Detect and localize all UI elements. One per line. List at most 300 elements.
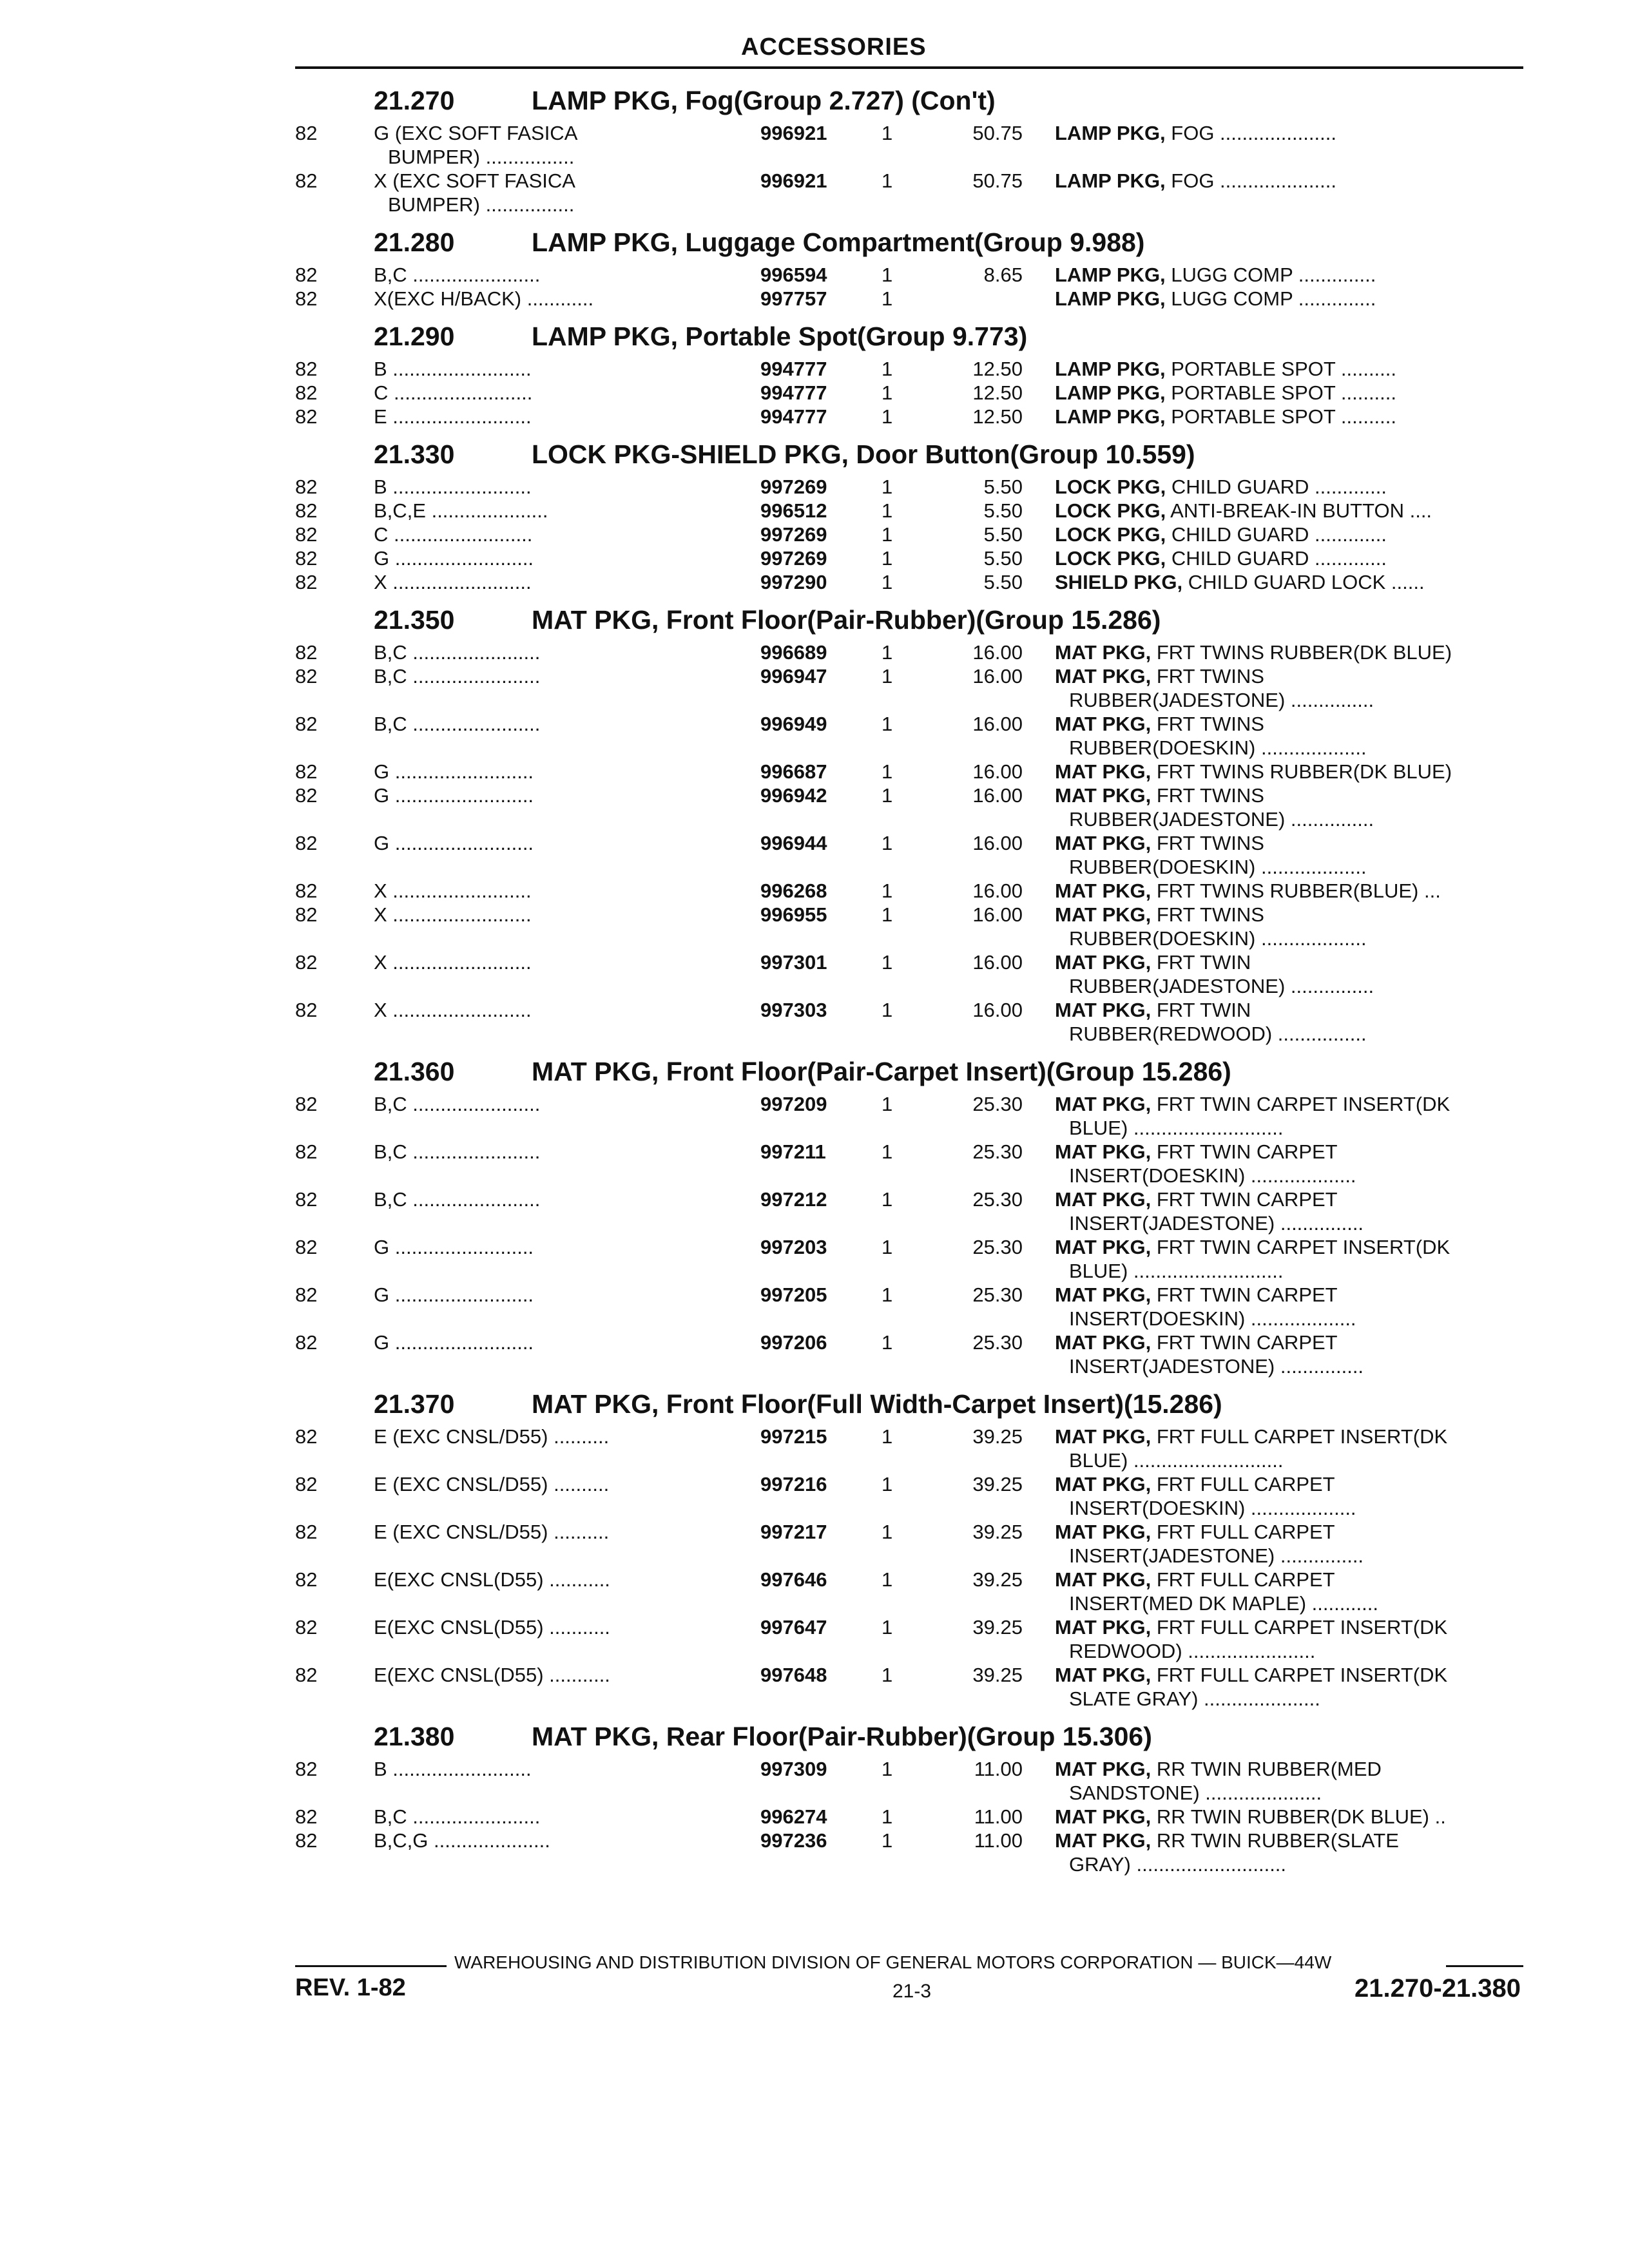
model-year: 82	[295, 499, 318, 522]
part-number: 996947	[760, 665, 827, 687]
part-number: 997215	[760, 1425, 827, 1448]
part-description	[1055, 1236, 1519, 1259]
part-number: 996955	[760, 903, 827, 926]
model-year: 82	[295, 523, 318, 546]
description-detail: FRT FULL CARPET	[1151, 1521, 1335, 1543]
part-description	[1055, 1093, 1519, 1116]
model-year: 82	[295, 1093, 318, 1115]
description-detail: LUGG COMP ..............	[1165, 264, 1376, 286]
part-description	[1055, 665, 1519, 688]
price: 50.75	[972, 122, 1023, 144]
part-description	[1055, 951, 1519, 974]
model-year: 82	[295, 264, 318, 286]
part-number: 996921	[760, 122, 827, 144]
part-number: 997212	[760, 1188, 827, 1211]
model-usage: B,C .......................	[374, 665, 541, 687]
model-usage: G .........................	[374, 832, 534, 854]
part-number: 996512	[760, 499, 827, 522]
part-row	[0, 1519, 1629, 1543]
description-detail: FRT TWIN CARPET INSERT(DK	[1151, 1093, 1451, 1115]
part-description: RUBBER(REDWOOD) ................	[1069, 1023, 1367, 1045]
page-number: 21-3	[892, 1981, 932, 2002]
description-name: MAT PKG,	[1055, 951, 1152, 974]
model-usage: B,C .......................	[374, 641, 541, 664]
model-usage: X(EXC H/BACK) ............	[374, 287, 594, 310]
model-year: 82	[295, 903, 318, 926]
footer-line	[295, 1952, 1523, 1978]
part-description	[1055, 760, 1519, 783]
part-number: 997269	[760, 547, 827, 570]
part-description	[1055, 264, 1519, 287]
section-title: MAT PKG, Front Floor(Pair-Rubber)(Group 15.286)	[532, 605, 1161, 635]
part-row	[0, 1662, 1629, 1686]
description-name: MAT PKG,	[1055, 879, 1152, 902]
section-heading	[0, 216, 1629, 262]
section-number: 21.350	[374, 605, 455, 635]
footer-division: WAREHOUSING AND DISTRIBUTION DIVISION OF GENERAL MOTORS CORPORATION — BUICK—44W	[454, 1952, 1332, 1972]
part-description	[1055, 1616, 1519, 1639]
description-detail: CHILD GUARD .............	[1166, 523, 1387, 546]
part-description	[1055, 1521, 1519, 1544]
part-row	[0, 664, 1629, 687]
description-name: MAT PKG,	[1055, 1425, 1152, 1448]
quantity: 1	[882, 665, 893, 687]
description-detail: PORTABLE SPOT ..........	[1165, 381, 1397, 404]
part-description	[1055, 1188, 1519, 1211]
part-row	[0, 1756, 1629, 1780]
description-name: MAT PKG,	[1055, 1331, 1152, 1354]
part-row	[0, 1330, 1629, 1354]
part-row	[0, 356, 1629, 380]
description-detail: CHILD GUARD LOCK ......	[1182, 571, 1425, 593]
description-name: MAT PKG,	[1055, 1758, 1152, 1780]
part-row	[0, 1567, 1629, 1591]
model-year: 82	[295, 760, 318, 783]
quantity: 1	[882, 499, 893, 522]
section-number: 21.380	[374, 1722, 455, 1751]
model-year: 82	[295, 287, 318, 310]
price: 16.00	[972, 832, 1023, 854]
description-name: MAT PKG,	[1055, 1616, 1152, 1639]
part-row	[0, 783, 1629, 807]
price: 5.50	[983, 547, 1023, 570]
model-year: 82	[295, 879, 318, 902]
part-number: 997757	[760, 287, 827, 310]
part-description: RUBBER(JADESTONE) ...............	[1069, 975, 1374, 997]
description-detail: CHILD GUARD .............	[1166, 547, 1387, 570]
quantity: 1	[882, 358, 893, 380]
part-description: INSERT(DOESKIN) ...................	[1069, 1307, 1356, 1330]
quantity: 1	[882, 523, 893, 546]
model-year: 82	[295, 122, 318, 144]
model-usage: B,C .......................	[374, 264, 541, 286]
part-description	[1055, 169, 1519, 193]
part-row-continuation	[0, 854, 1629, 878]
model-usage: C .........................	[374, 381, 533, 404]
price: 16.00	[972, 999, 1023, 1021]
description-name: MAT PKG,	[1055, 1805, 1152, 1828]
part-row	[0, 1187, 1629, 1211]
model-usage: G .........................	[374, 784, 534, 807]
quantity: 1	[882, 1283, 893, 1306]
part-row	[0, 286, 1629, 310]
model-year: 82	[295, 547, 318, 570]
part-description: BLUE) ...........................	[1069, 1117, 1284, 1139]
part-description	[1055, 903, 1519, 927]
quantity: 1	[882, 879, 893, 902]
model-year: 82	[295, 1829, 318, 1852]
price: 16.00	[972, 665, 1023, 687]
footer-rule-left	[295, 1965, 447, 1967]
quantity: 1	[882, 1188, 893, 1211]
part-description: BLUE) ...........................	[1069, 1260, 1284, 1282]
quantity: 1	[882, 951, 893, 974]
part-description: BLUE) ...........................	[1069, 1449, 1284, 1472]
part-number: 997206	[760, 1331, 827, 1354]
part-number: 997646	[760, 1568, 827, 1591]
part-row	[0, 168, 1629, 192]
description-detail: FRT TWINS	[1151, 713, 1264, 735]
part-row-continuation	[0, 735, 1629, 759]
quantity: 1	[882, 169, 893, 192]
part-row-continuation	[0, 1495, 1629, 1519]
part-description	[1055, 1425, 1519, 1448]
description-name: LOCK PKG,	[1055, 547, 1166, 570]
description-name: MAT PKG,	[1055, 1473, 1152, 1495]
quantity: 1	[882, 903, 893, 926]
part-row	[0, 380, 1629, 404]
quantity: 1	[882, 405, 893, 428]
part-description	[1055, 523, 1519, 546]
part-row-continuation	[0, 1163, 1629, 1187]
description-detail: FRT TWIN CARPET INSERT(DK	[1151, 1236, 1451, 1258]
part-description: RUBBER(JADESTONE) ...............	[1069, 689, 1374, 711]
quantity: 1	[882, 1236, 893, 1258]
part-row-continuation	[0, 192, 1629, 216]
model-usage: G .........................	[374, 1236, 534, 1258]
description-detail: FRT TWIN CARPET	[1151, 1140, 1338, 1163]
description-detail: FRT TWINS RUBBER(DK BLUE)	[1151, 641, 1452, 664]
part-description: RUBBER(DOESKIN) ...................	[1069, 736, 1367, 759]
model-year: 82	[295, 951, 318, 974]
model-year: 82	[295, 1805, 318, 1828]
section-number: 21.370	[374, 1389, 455, 1419]
part-description: INSERT(JADESTONE) ...............	[1069, 1544, 1364, 1567]
part-number: 996942	[760, 784, 827, 807]
description-name: LAMP PKG,	[1055, 287, 1166, 310]
description-name: MAT PKG,	[1055, 1283, 1152, 1306]
part-number: 996687	[760, 760, 827, 783]
part-description	[1055, 547, 1519, 570]
model-year: 82	[295, 1758, 318, 1780]
description-detail: FRT TWINS RUBBER(BLUE) ...	[1151, 879, 1441, 902]
part-description: INSERT(DOESKIN) ...................	[1069, 1164, 1356, 1187]
price: 16.00	[972, 951, 1023, 974]
model-year: 82	[295, 571, 318, 593]
part-description	[1055, 1568, 1519, 1591]
model-usage: G .........................	[374, 1331, 534, 1354]
section-number: 21.280	[374, 227, 455, 257]
part-description	[1055, 499, 1519, 523]
section-title: LOCK PKG-SHIELD PKG, Door Button(Group 10.559)	[532, 439, 1195, 469]
part-number: 994777	[760, 405, 827, 428]
model-year: 82	[295, 1331, 318, 1354]
section-title: LAMP PKG, Fog(Group 2.727) (Con't)	[532, 86, 996, 115]
model-year: 82	[295, 1425, 318, 1448]
part-row	[0, 546, 1629, 570]
part-description	[1055, 1664, 1519, 1687]
part-description	[1055, 571, 1519, 594]
model-usage: C .........................	[374, 523, 533, 546]
section-title: MAT PKG, Front Floor(Full Width-Carpet Insert)(15.286)	[532, 1389, 1222, 1419]
quantity: 1	[882, 1093, 893, 1115]
model-year: 82	[295, 381, 318, 404]
description-name: MAT PKG,	[1055, 1829, 1152, 1852]
part-row-continuation	[0, 926, 1629, 950]
model-usage: B,C,E .....................	[374, 499, 548, 522]
part-number: 997203	[760, 1236, 827, 1258]
part-number: 997309	[760, 1758, 827, 1780]
description-name: LAMP PKG,	[1055, 122, 1166, 144]
section-heading	[0, 74, 1629, 120]
part-number: 997236	[760, 1829, 827, 1852]
quantity: 1	[882, 1473, 893, 1495]
section-heading	[0, 1045, 1629, 1091]
part-row	[0, 950, 1629, 974]
description-detail: CHILD GUARD .............	[1166, 476, 1387, 498]
part-number: 997290	[760, 571, 827, 593]
part-description	[1055, 1283, 1519, 1307]
price: 39.25	[972, 1521, 1023, 1543]
description-name: LAMP PKG,	[1055, 405, 1166, 428]
description-detail: RR TWIN RUBBER(DK BLUE) ..	[1151, 1805, 1446, 1828]
quantity: 1	[882, 1568, 893, 1591]
part-row-continuation	[0, 974, 1629, 997]
price: 11.00	[974, 1829, 1023, 1852]
price: 5.50	[983, 571, 1023, 593]
part-description: RUBBER(JADESTONE) ...............	[1069, 808, 1374, 831]
description-name: MAT PKG,	[1055, 1568, 1152, 1591]
part-row	[0, 498, 1629, 522]
quantity: 1	[882, 1331, 893, 1354]
model-usage: E (EXC CNSL/D55) ..........	[374, 1473, 610, 1495]
description-detail: RR TWIN RUBBER(MED	[1151, 1758, 1382, 1780]
description-detail: FRT FULL CARPET INSERT(DK	[1151, 1616, 1448, 1639]
description-detail: FRT TWIN	[1151, 999, 1251, 1021]
model-usage: B .........................	[374, 358, 532, 380]
section-heading	[0, 428, 1629, 474]
part-row	[0, 1615, 1629, 1639]
part-number: 994777	[760, 358, 827, 380]
description-detail: FRT FULL CARPET	[1151, 1568, 1335, 1591]
part-row	[0, 1424, 1629, 1448]
model-usage: E (EXC CNSL/D55) ..........	[374, 1521, 610, 1543]
part-row-continuation	[0, 1686, 1629, 1710]
part-row	[0, 570, 1629, 593]
part-description: RUBBER(DOESKIN) ...................	[1069, 927, 1367, 950]
model-year: 82	[295, 784, 318, 807]
description-name: LOCK PKG,	[1055, 476, 1166, 498]
part-number: 997303	[760, 999, 827, 1021]
section-number: 21.360	[374, 1057, 455, 1086]
model-year: 82	[295, 641, 318, 664]
section-title: MAT PKG, Front Floor(Pair-Carpet Insert)(Group 15.286)	[532, 1057, 1231, 1086]
quantity: 1	[882, 1664, 893, 1686]
description-name: MAT PKG,	[1055, 832, 1152, 854]
section-title: LAMP PKG, Luggage Compartment(Group 9.988)	[532, 227, 1145, 257]
section-heading	[0, 593, 1629, 640]
part-row-continuation	[0, 1543, 1629, 1567]
section-number: 21.290	[374, 322, 455, 351]
quantity: 1	[882, 1140, 893, 1163]
part-description	[1055, 784, 1519, 807]
quantity: 1	[882, 571, 893, 593]
price: 16.00	[972, 903, 1023, 926]
part-row	[0, 878, 1629, 902]
model-year: 82	[295, 1188, 318, 1211]
model-year: 82	[295, 1664, 318, 1686]
part-number: 996921	[760, 169, 827, 192]
price: 50.75	[972, 169, 1023, 192]
part-row	[0, 711, 1629, 735]
model-usage: B .........................	[374, 1758, 532, 1780]
part-number: 996949	[760, 713, 827, 735]
quantity: 1	[882, 122, 893, 144]
section-title: MAT PKG, Rear Floor(Pair-Rubber)(Group 15.306)	[532, 1722, 1152, 1751]
part-row	[0, 1472, 1629, 1495]
model-year: 82	[295, 1473, 318, 1495]
section-number: 21.270	[374, 86, 455, 115]
part-number: 997216	[760, 1473, 827, 1495]
part-row-continuation	[0, 1211, 1629, 1235]
description-detail: FRT TWINS RUBBER(DK BLUE)	[1151, 760, 1452, 783]
model-year: 82	[295, 665, 318, 687]
description-detail: LUGG COMP ..............	[1165, 287, 1376, 310]
part-row-continuation	[0, 1448, 1629, 1472]
part-number: 997648	[760, 1664, 827, 1686]
model-usage: B,C .......................	[374, 1140, 541, 1163]
part-row	[0, 640, 1629, 664]
quantity: 1	[882, 999, 893, 1021]
part-description	[1055, 1805, 1519, 1829]
description-detail: FOG .....................	[1165, 122, 1336, 144]
part-row-continuation	[0, 1639, 1629, 1662]
description-name: MAT PKG,	[1055, 1093, 1152, 1115]
price: 39.25	[972, 1616, 1023, 1639]
quantity: 1	[882, 264, 893, 286]
price: 25.30	[972, 1093, 1023, 1115]
part-number: 997269	[760, 476, 827, 498]
description-detail: FRT TWINS	[1151, 903, 1264, 926]
quantity: 1	[882, 1805, 893, 1828]
price: 16.00	[972, 784, 1023, 807]
part-number: 996594	[760, 264, 827, 286]
price: 11.00	[974, 1805, 1023, 1828]
model-usage: E(EXC CNSL(D55) ...........	[374, 1664, 610, 1686]
model-usage: X .........................	[374, 879, 532, 902]
part-description	[1055, 1829, 1519, 1852]
price: 12.50	[972, 381, 1023, 404]
model-usage: B,C .......................	[374, 1188, 541, 1211]
description-detail: ANTI-BREAK-IN BUTTON ....	[1166, 499, 1432, 522]
quantity: 1	[882, 1521, 893, 1543]
model-usage: B,C .......................	[374, 1805, 541, 1828]
model-usage: X (EXC SOFT FASICA	[374, 169, 575, 192]
part-row	[0, 831, 1629, 854]
model-usage: B .........................	[374, 476, 532, 498]
price: 16.00	[972, 641, 1023, 664]
price: 25.30	[972, 1331, 1023, 1354]
part-description: INSERT(MED DK MAPLE) ............	[1069, 1592, 1379, 1615]
model-usage: X .........................	[374, 999, 532, 1021]
description-name: MAT PKG,	[1055, 1521, 1152, 1543]
part-description: INSERT(JADESTONE) ...............	[1069, 1355, 1364, 1378]
description-name: LAMP PKG,	[1055, 358, 1166, 380]
part-description	[1055, 287, 1519, 311]
part-description	[1055, 381, 1519, 405]
description-detail: FOG .....................	[1165, 169, 1336, 192]
description-detail: FRT TWINS	[1151, 832, 1264, 854]
part-number: 997209	[760, 1093, 827, 1115]
description-name: LAMP PKG,	[1055, 169, 1166, 192]
part-description	[1055, 713, 1519, 736]
description-detail: FRT TWIN CARPET	[1151, 1331, 1338, 1354]
description-name: SHIELD PKG,	[1055, 571, 1183, 593]
part-row-continuation	[0, 1780, 1629, 1804]
part-row-continuation	[0, 807, 1629, 831]
description-detail: PORTABLE SPOT ..........	[1165, 405, 1397, 428]
price: 39.25	[972, 1473, 1023, 1495]
model-year: 82	[295, 1140, 318, 1163]
model-year: 82	[295, 1616, 318, 1639]
model-usage: G (EXC SOFT FASICA	[374, 122, 578, 144]
part-row	[0, 902, 1629, 926]
part-description	[1055, 832, 1519, 855]
description-name: MAT PKG,	[1055, 713, 1152, 735]
model-usage: G .........................	[374, 547, 534, 570]
model-usage: B,C .......................	[374, 713, 541, 735]
description-detail: RR TWIN RUBBER(SLATE	[1151, 1829, 1399, 1852]
price: 12.50	[972, 405, 1023, 428]
model-year: 82	[295, 1568, 318, 1591]
part-row	[0, 1282, 1629, 1306]
part-description: INSERT(JADESTONE) ...............	[1069, 1212, 1364, 1235]
description-detail: FRT TWINS	[1151, 784, 1264, 807]
part-row	[0, 262, 1629, 286]
section-title: LAMP PKG, Portable Spot(Group 9.773)	[532, 322, 1028, 351]
page-title: ACCESSORIES	[741, 34, 927, 61]
model-usage: BUMPER) ................	[388, 146, 575, 168]
part-row	[0, 404, 1629, 428]
part-description	[1055, 1331, 1519, 1354]
description-name: MAT PKG,	[1055, 903, 1152, 926]
price: 25.30	[972, 1283, 1023, 1306]
quantity: 1	[882, 713, 893, 735]
quantity: 1	[882, 287, 893, 310]
description-name: LOCK PKG,	[1055, 523, 1166, 546]
part-number: 997647	[760, 1616, 827, 1639]
model-usage: E(EXC CNSL(D55) ...........	[374, 1568, 610, 1591]
part-description	[1055, 1473, 1519, 1496]
part-number: 997217	[760, 1521, 827, 1543]
quantity: 1	[882, 1758, 893, 1780]
description-name: MAT PKG,	[1055, 999, 1152, 1021]
price: 39.25	[972, 1664, 1023, 1686]
part-description	[1055, 999, 1519, 1022]
part-number: 997211	[760, 1140, 826, 1163]
quantity: 1	[882, 784, 893, 807]
model-usage: BUMPER) ................	[388, 193, 575, 216]
